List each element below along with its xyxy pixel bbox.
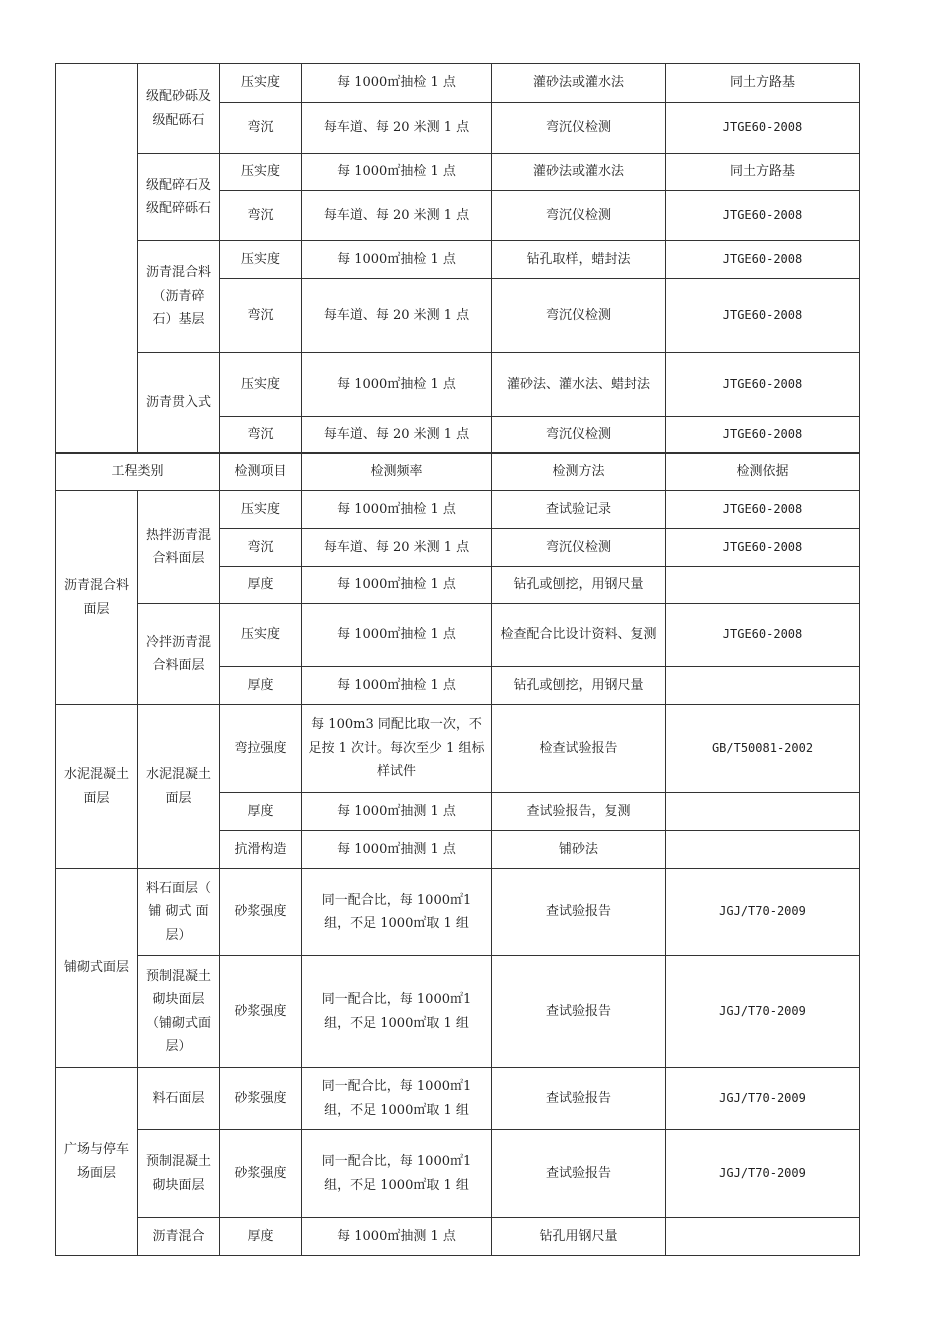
frequency-cell: 每 1000㎡抽检 1 点 [302,154,492,191]
method-cell: 钻孔或刨挖，用钢尺量 [492,667,666,705]
basis-cell: 同土方路基 [666,64,860,103]
frequency-cell: 每 1000㎡抽检 1 点 [302,64,492,103]
table-row [56,604,860,667]
table-header-row [56,453,860,491]
inspection-table [55,63,860,454]
subcategory-cell: 沥青混合 [138,1218,220,1256]
method-cell: 检查试验报告 [492,705,666,793]
frequency-cell: 每车道、每 20 米测 1 点 [302,103,492,154]
method-cell: 查试验记录 [492,491,666,529]
item-cell: 弯拉强度 [220,705,302,793]
table-row [56,1130,860,1218]
table-row [56,64,860,103]
frequency-cell: 每 1000㎡抽测 1 点 [302,1218,492,1256]
frequency-cell: 每 1000㎡抽检 1 点 [302,567,492,604]
item-cell: 弯沉 [220,279,302,353]
category-cell: 水泥混凝土面层 [56,705,138,869]
frequency-cell: 每 1000㎡抽测 1 点 [302,831,492,869]
basis-cell: JTGE60-2008 [666,103,860,154]
method-cell: 钻孔或刨挖，用钢尺量 [492,567,666,604]
basis-cell: JTGE60-2008 [666,417,860,454]
method-cell: 检查配合比设计资料、复测 [492,604,666,667]
basis-cell [666,567,860,604]
table-row [56,956,860,1068]
item-cell: 弯沉 [220,417,302,454]
basis-cell: JGJ/T70-2009 [666,1068,860,1130]
inspection-table-lower [55,452,860,1256]
item-cell: 压实度 [220,241,302,279]
subcategory-cell: 水泥混凝土面层 [138,705,220,869]
frequency-cell: 同一配合比，每 1000㎡1 组，不足 1000㎡取 1 组 [302,1068,492,1130]
table-row [56,491,860,529]
header-method: 检测方法 [492,453,666,491]
category-cell: 沥青混合料面层 [56,491,138,705]
item-cell: 砂浆强度 [220,1068,302,1130]
basis-cell: JTGE60-2008 [666,191,860,241]
table-row [56,241,860,279]
item-cell: 压实度 [220,491,302,529]
method-cell: 钻孔用钢尺量 [492,1218,666,1256]
header-frequency: 检测频率 [302,453,492,491]
method-cell: 弯沉仪检测 [492,417,666,454]
table-row [56,154,860,191]
item-cell: 砂浆强度 [220,956,302,1068]
item-cell: 压实度 [220,604,302,667]
subcategory-cell: 级配碎石及级配碎砾石 [138,154,220,241]
method-cell: 弯沉仪检测 [492,191,666,241]
basis-cell [666,1218,860,1256]
basis-cell: GB/T50081-2002 [666,705,860,793]
subcategory-cell: 料石面层 [138,1068,220,1130]
basis-cell: JTGE60-2008 [666,491,860,529]
basis-cell: JTGE60-2008 [666,353,860,417]
frequency-cell: 同一配合比，每 1000㎡1 组，不足 1000㎡取 1 组 [302,1130,492,1218]
item-cell: 弯沉 [220,529,302,567]
item-cell: 弯沉 [220,191,302,241]
basis-cell: JTGE60-2008 [666,279,860,353]
item-cell: 厚度 [220,567,302,604]
method-cell: 弯沉仪检测 [492,279,666,353]
subcategory-cell: 预制混凝土砌块面层（铺砌式面层） [138,956,220,1068]
basis-cell [666,793,860,831]
table-row [56,1218,860,1256]
basis-cell: JGJ/T70-2009 [666,1130,860,1218]
category-cell-continued [56,64,138,454]
basis-cell [666,667,860,705]
item-cell: 压实度 [220,64,302,103]
method-cell: 查试验报告，复测 [492,793,666,831]
basis-cell: 同土方路基 [666,154,860,191]
subcategory-cell: 冷拌沥青混合料面层 [138,604,220,705]
item-cell: 砂浆强度 [220,1130,302,1218]
table-row [56,353,860,417]
header-basis: 检测依据 [666,453,860,491]
method-cell: 灌砂法、灌水法、蜡封法 [492,353,666,417]
frequency-cell: 每车道、每 20 米测 1 点 [302,191,492,241]
basis-cell [666,831,860,869]
basis-cell: JGJ/T70-2009 [666,956,860,1068]
method-cell: 钻孔取样，蜡封法 [492,241,666,279]
method-cell: 查试验报告 [492,1130,666,1218]
subcategory-cell: 料石面层（ 铺 砌式 面层） [138,869,220,956]
basis-cell: JTGE60-2008 [666,241,860,279]
subcategory-cell: 级配砂砾及级配砾石 [138,64,220,154]
subcategory-cell: 预制混凝土砌块面层 [138,1130,220,1218]
item-cell: 砂浆强度 [220,869,302,956]
frequency-cell: 每车道、每 20 米测 1 点 [302,529,492,567]
basis-cell: JTGE60-2008 [666,604,860,667]
basis-cell: JGJ/T70-2009 [666,869,860,956]
frequency-cell: 每车道、每 20 米测 1 点 [302,279,492,353]
frequency-cell: 同一配合比，每 1000㎡1 组，不足 1000㎡取 1 组 [302,869,492,956]
subcategory-cell: 热拌沥青混合料面层 [138,491,220,604]
item-cell: 弯沉 [220,103,302,154]
frequency-cell: 每车道、每 20 米测 1 点 [302,417,492,454]
frequency-cell: 每 1000㎡抽检 1 点 [302,667,492,705]
frequency-cell: 每 1000㎡抽检 1 点 [302,604,492,667]
item-cell: 压实度 [220,353,302,417]
subcategory-cell: 沥青贯入式 [138,353,220,454]
item-cell: 抗滑构造 [220,831,302,869]
category-cell: 铺砌式面层 [56,869,138,1068]
method-cell: 灌砂法或灌水法 [492,64,666,103]
method-cell: 灌砂法或灌水法 [492,154,666,191]
item-cell: 厚度 [220,1218,302,1256]
basis-cell: JTGE60-2008 [666,529,860,567]
method-cell: 查试验报告 [492,869,666,956]
table-row [56,869,860,956]
table-row [56,705,860,793]
frequency-cell: 每 1000㎡抽测 1 点 [302,793,492,831]
frequency-cell: 每 1000㎡抽检 1 点 [302,241,492,279]
method-cell: 查试验报告 [492,1068,666,1130]
category-cell: 广场与停车场面层 [56,1068,138,1256]
method-cell: 弯沉仪检测 [492,103,666,154]
frequency-cell: 每 100m3 同配比取一次，不足按 1 次计。每次至少 1 组标样试件 [302,705,492,793]
subcategory-cell: 沥青混合料（沥青碎石）基层 [138,241,220,353]
header-item: 检测项目 [220,453,302,491]
item-cell: 厚度 [220,793,302,831]
frequency-cell: 每 1000㎡抽检 1 点 [302,353,492,417]
method-cell: 铺砂法 [492,831,666,869]
header-category: 工程类别 [56,453,220,491]
frequency-cell: 同一配合比，每 1000㎡1 组，不足 1000㎡取 1 组 [302,956,492,1068]
table-row [56,1068,860,1130]
item-cell: 厚度 [220,667,302,705]
method-cell: 弯沉仪检测 [492,529,666,567]
frequency-cell: 每 1000㎡抽检 1 点 [302,491,492,529]
method-cell: 查试验报告 [492,956,666,1068]
item-cell: 压实度 [220,154,302,191]
